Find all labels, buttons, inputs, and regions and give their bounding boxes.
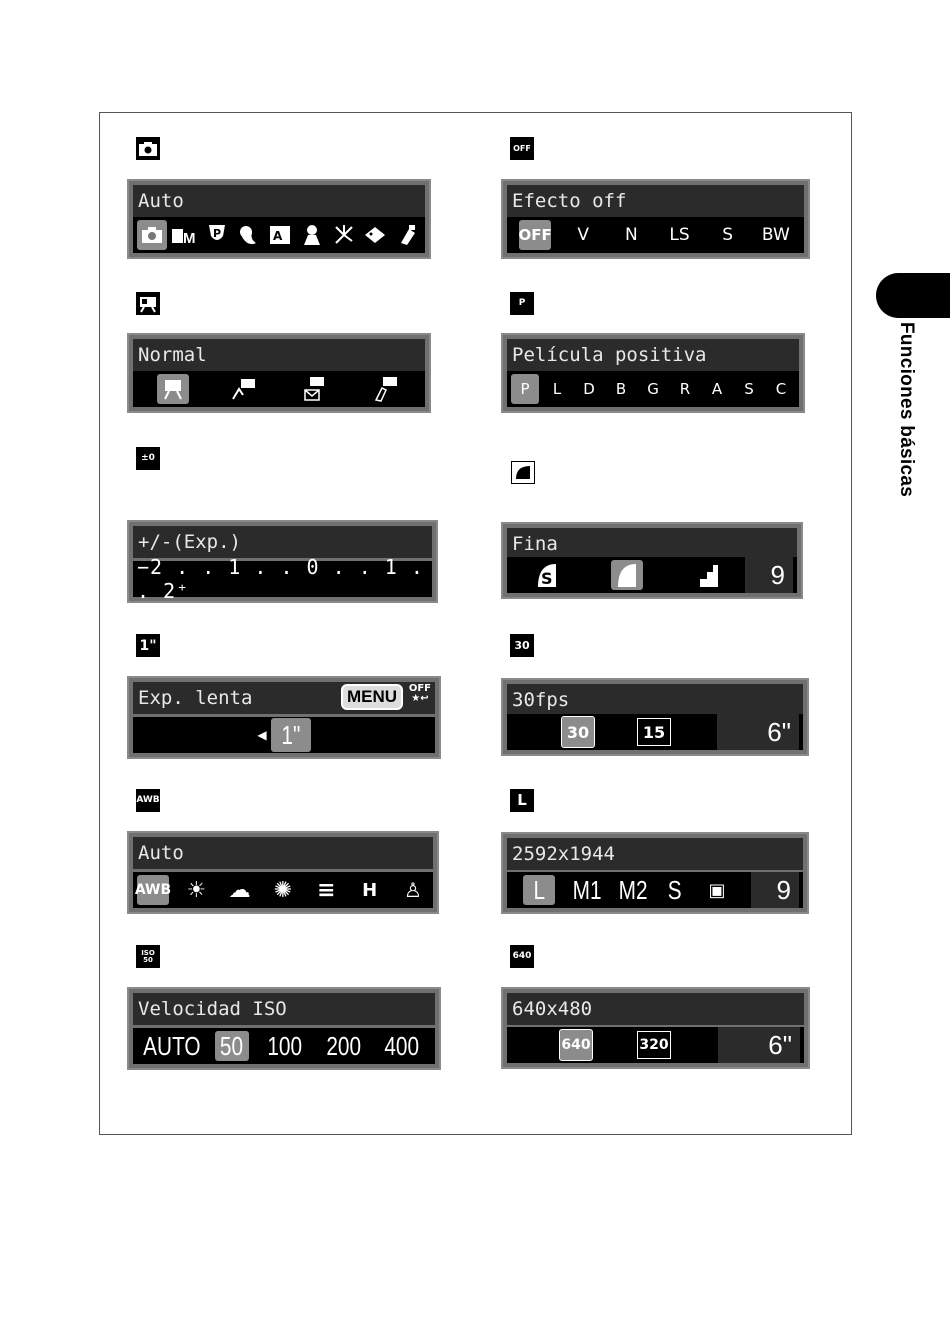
shooting-mode-screen [127,179,431,259]
my-color-lighter[interactable]: L [552,380,562,398]
effect-option-bw[interactable]: BW [761,225,790,245]
left-arrow-icon[interactable]: ◀ [257,728,267,742]
fine-icon[interactable] [611,560,643,590]
frame-rate-30[interactable]: 30 [561,716,595,748]
iso-400-text: 400 [384,1030,420,1061]
frame-rate-15[interactable]: 15 [637,718,671,746]
slow-shutter-title: Exp. lenta [133,682,435,714]
night-mode-icon[interactable] [234,220,262,250]
iso-options [133,1028,435,1064]
exposure-icon-text: ±0 [141,453,155,463]
shutter-value[interactable] [271,718,311,752]
effect-off-icon [510,137,534,160]
my-color-s[interactable]: S [744,380,754,398]
iso-50-text: 50 [220,1030,244,1061]
size-small-text: S [668,874,682,905]
iso-200[interactable] [321,1031,365,1061]
my-color-red[interactable]: R [679,380,691,398]
frame-rate-icon [510,634,534,657]
color-accent-movie-icon[interactable] [370,374,402,404]
iso-100-text: 100 [267,1030,303,1061]
normal-quality-icon[interactable] [693,560,725,590]
wb-auto[interactable]: AWB [137,875,169,905]
size-m1[interactable] [567,875,607,905]
effect-option-off[interactable]: OFF [519,220,551,250]
exposure-scale: −2 . . 1 . . 0 . . 1 . . 2⁺ [137,555,424,603]
my-color-positive[interactable]: P [511,374,539,404]
frame-rate-icon-text: 30 [514,639,530,652]
chapter-tab [876,273,950,318]
slow-shutter-off-icon[interactable]: OFF ★↩ [408,683,431,704]
shooting-mode-options [133,217,425,253]
slow-shutter-screen [127,676,441,759]
underwater-icon[interactable] [361,220,389,250]
large-size-icon-text: L [517,791,527,809]
wb-daylight-icon[interactable]: ☀ [186,877,207,903]
photo-effect-screen [501,179,810,259]
slow-shutter-options [133,717,435,753]
iso-auto[interactable] [144,1031,200,1061]
movie-size-icon-text: 640 [512,951,532,961]
shutter-icon [136,634,160,657]
movie-size-640[interactable]: 640 [559,1029,593,1061]
frame-rate-title: 30fps [507,684,803,716]
iso-100[interactable] [263,1031,307,1061]
fireworks-icon[interactable] [330,220,358,250]
movie-size-title: 640x480 [507,993,804,1025]
exposure-screen [127,520,438,603]
shooting-mode-title: Auto [133,185,425,217]
frame-rate-options [507,714,803,750]
photo-effect-options [507,217,804,253]
color-accent-icon[interactable] [393,220,421,250]
kids-pets-icon[interactable] [266,220,294,250]
compression-screen [501,522,803,599]
resolution-title: 2592x1944 [507,838,803,870]
off-label: OFF [408,683,431,694]
positive-film-icon-text: P [518,298,526,308]
effect-off-icon-text: OFF [513,143,531,153]
compression-icon [511,461,535,484]
movie-mode-title: Normal [133,339,425,371]
movie-size-320[interactable]: 320 [637,1031,671,1059]
my-color-blue[interactable]: B [615,380,627,398]
compact-movie-icon[interactable] [228,374,260,404]
camera-icon [136,137,160,160]
movie-mode-screen [127,333,431,413]
movie-icon [136,292,160,315]
effect-option-sepia[interactable]: S [722,225,734,245]
exposure-compensation-icon [136,447,160,470]
shutter-value-text: 1" [281,719,301,750]
movie-mode-options [133,371,425,407]
svg-text:P: P [212,227,221,240]
compression-options [507,557,797,593]
iso-auto-text: AUTO [143,1030,201,1061]
wb-cloudy-icon[interactable]: ☁ [228,877,251,903]
awb-icon [136,789,160,812]
standard-movie-icon[interactable] [157,374,189,404]
my-color-a[interactable]: A [711,380,723,398]
custom-mode-icon[interactable] [171,220,199,250]
camera-mode-icon[interactable] [137,220,167,250]
wb-fluorescent-icon[interactable]: ≡ [317,877,336,903]
iso-icon-top: ISO [141,948,155,957]
iso-screen [127,987,441,1070]
exposure-title: +/-(Exp.) [133,526,432,558]
my-colors-title: Película positiva [507,339,799,371]
white-balance-screen [127,831,439,914]
wb-tungsten-icon[interactable]: ✺ [273,877,293,903]
my-color-darker[interactable]: D [583,380,595,398]
shutter-icon-text: 1" [139,637,157,654]
svg-text:M: M [182,230,196,246]
size-m2-text: M2 [618,874,648,905]
iso-title: Velocidad ISO [133,993,435,1025]
page-frame [99,112,852,1135]
iso-400[interactable] [380,1031,424,1061]
portrait-mode-icon[interactable] [203,220,231,250]
compression-title: Fina [507,528,797,560]
frame-rate-screen [501,678,809,756]
effect-option-neutral[interactable]: N [625,225,638,245]
iso-50[interactable] [215,1031,249,1061]
chapter-label: Funciones básicas [896,322,917,498]
superfine-icon[interactable] [527,560,567,590]
postcard-size-icon[interactable]: ▣ [708,879,726,901]
white-balance-title: Auto [133,837,433,869]
my-color-c[interactable]: C [775,380,787,398]
wb-fluorescent-h-icon[interactable]: H [362,879,378,901]
awb-icon-text: AWB [136,795,160,805]
iso-icon [136,945,160,968]
iso-icon-bottom: 50 [143,955,153,964]
exposure-scale-bar[interactable] [133,555,432,603]
svg-text:S: S [541,569,553,588]
movie-time-remaining: 6" [717,714,799,750]
iso-200-text: 200 [325,1030,361,1061]
photo-effect-title: Efecto off [507,185,804,217]
effect-option-low-sharpening[interactable]: LS [669,225,690,245]
effect-option-vivid[interactable]: V [577,225,590,245]
movie-size-icon [510,945,534,968]
resolution-screen [501,832,809,914]
my-colors-options [507,371,799,407]
white-balance-options [133,872,433,908]
indoor-icon[interactable] [298,220,326,250]
size-large[interactable] [523,875,555,905]
shots-remaining: 9 [745,557,793,593]
shots-remaining-resolution: 9 [751,872,799,908]
my-colors-screen [501,333,805,413]
movie-size-screen [501,987,810,1069]
large-size-icon [510,789,534,812]
email-movie-icon[interactable] [299,374,331,404]
wb-custom-icon[interactable]: ♙ [404,878,422,902]
size-m1-text: M1 [572,874,602,905]
movie-size-time-remaining: 6" [718,1027,800,1063]
resolution-options [507,872,803,908]
positive-film-icon [510,292,534,315]
size-small[interactable] [659,875,691,905]
my-color-green[interactable]: G [647,380,659,398]
size-m2[interactable] [613,875,653,905]
menu-button[interactable]: MENU [341,684,403,710]
movie-size-options [507,1027,804,1063]
size-large-text: L [533,874,545,905]
svg-text:A: A [273,229,283,243]
